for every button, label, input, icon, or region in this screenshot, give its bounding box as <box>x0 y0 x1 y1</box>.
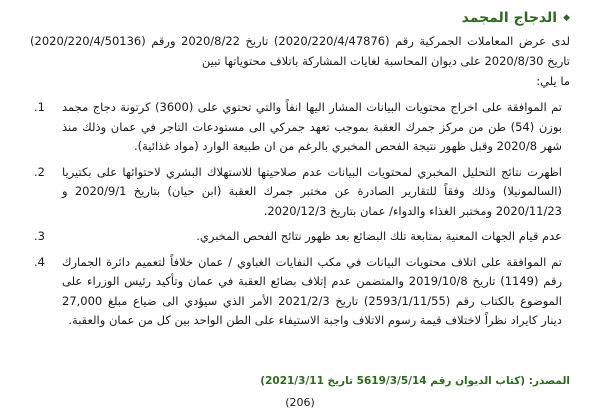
intro-text: لدى عرض المعاملات الجمركية رقم (2020/220/4/47876) تاريخ 2020/8/22 ورقم (2020/220/4/50136) تاريخ 2020/8/30 على ديوان المحاسبة لغايات المشاركة باتلاف محتوياتها تبين <box>30 34 570 68</box>
list-item-text: اظهرت نتائج التحليل المخبري لمحتويات البيانات عدم صلاحيتها للاستهلاك البشري لاحتوائها على بكتيريا (السالمونيلا) وذلك وفقاً للتقارير الصادرة عن مختبر جمرك العقبة (ابن حيان) بتاريخ 2020/9/1 و 2020/11/23 ومختبر الغذاء والدواء/ عمان بتاريخ 2020/12/3. <box>62 164 562 218</box>
list-item <box>30 227 570 247</box>
list-item-number: .4 <box>34 254 45 269</box>
section-heading-text: الدجاج المجمد <box>461 10 558 26</box>
list-item-number: .1 <box>34 100 45 114</box>
intro-paragraph <box>30 31 570 91</box>
list-item-text: عدم قيام الجهات المعنية بمتابعة تلك البضائع بعد ظهور نتائج الفحص المخبري. <box>196 229 562 243</box>
findings-list <box>30 98 570 337</box>
list-item-number: .2 <box>34 164 45 179</box>
diamond-bullet-icon: ◆ <box>563 13 570 23</box>
intro-tail: ما يلي: <box>536 74 570 88</box>
source-citation: المصدر: (كتاب الديوان رقم 5619/3/5/14 تاريخ 2021/3/11) <box>260 375 570 387</box>
list-item-text: تم الموافقة على اخراج محتويات البيانات المشار اليها انفاً والتي تحتوي على (3600) كرتونة دجاج مجمد بوزن (54) طن من مركز جمرك العقبة بموجب تعهد جمركي الى مستودعات التاجر في عمان وذلك منذ شهر 2020/8 وقبل ظهور نتيجة الفحص المخبري بالرغم من ان طبيعة الوارد (مواد غذائية). <box>62 100 562 153</box>
list-item <box>30 163 570 222</box>
list-item-number: .3 <box>34 229 45 243</box>
list-item-text: تم الموافقة على اتلاف محتويات البيانات في مكب النفايات الغباوي / عمان خلافاً لتعميم دائرة الجمارك رقم (1149) تاريخ 2019/10/8 والمتضمن عدم إتلاف بضائع العقبة في عمان وتأكيد رئيس الوزراء على الموضوع بالكتاب رقم (2593/1/11/55) تاريخ 2021/2/3 الأمر الذي سيؤدي الى ضياع مبلغ 27,000 دينار كايراد نظراً لاختلاف قيمة رسوم الاتلاف واجبة الاستيفاء على الطن الواحد بين كل من عمان والعقبة. <box>62 254 563 327</box>
section-heading <box>462 10 570 26</box>
list-item <box>30 253 570 331</box>
list-item <box>30 98 570 157</box>
page-number: (206) <box>285 396 315 409</box>
